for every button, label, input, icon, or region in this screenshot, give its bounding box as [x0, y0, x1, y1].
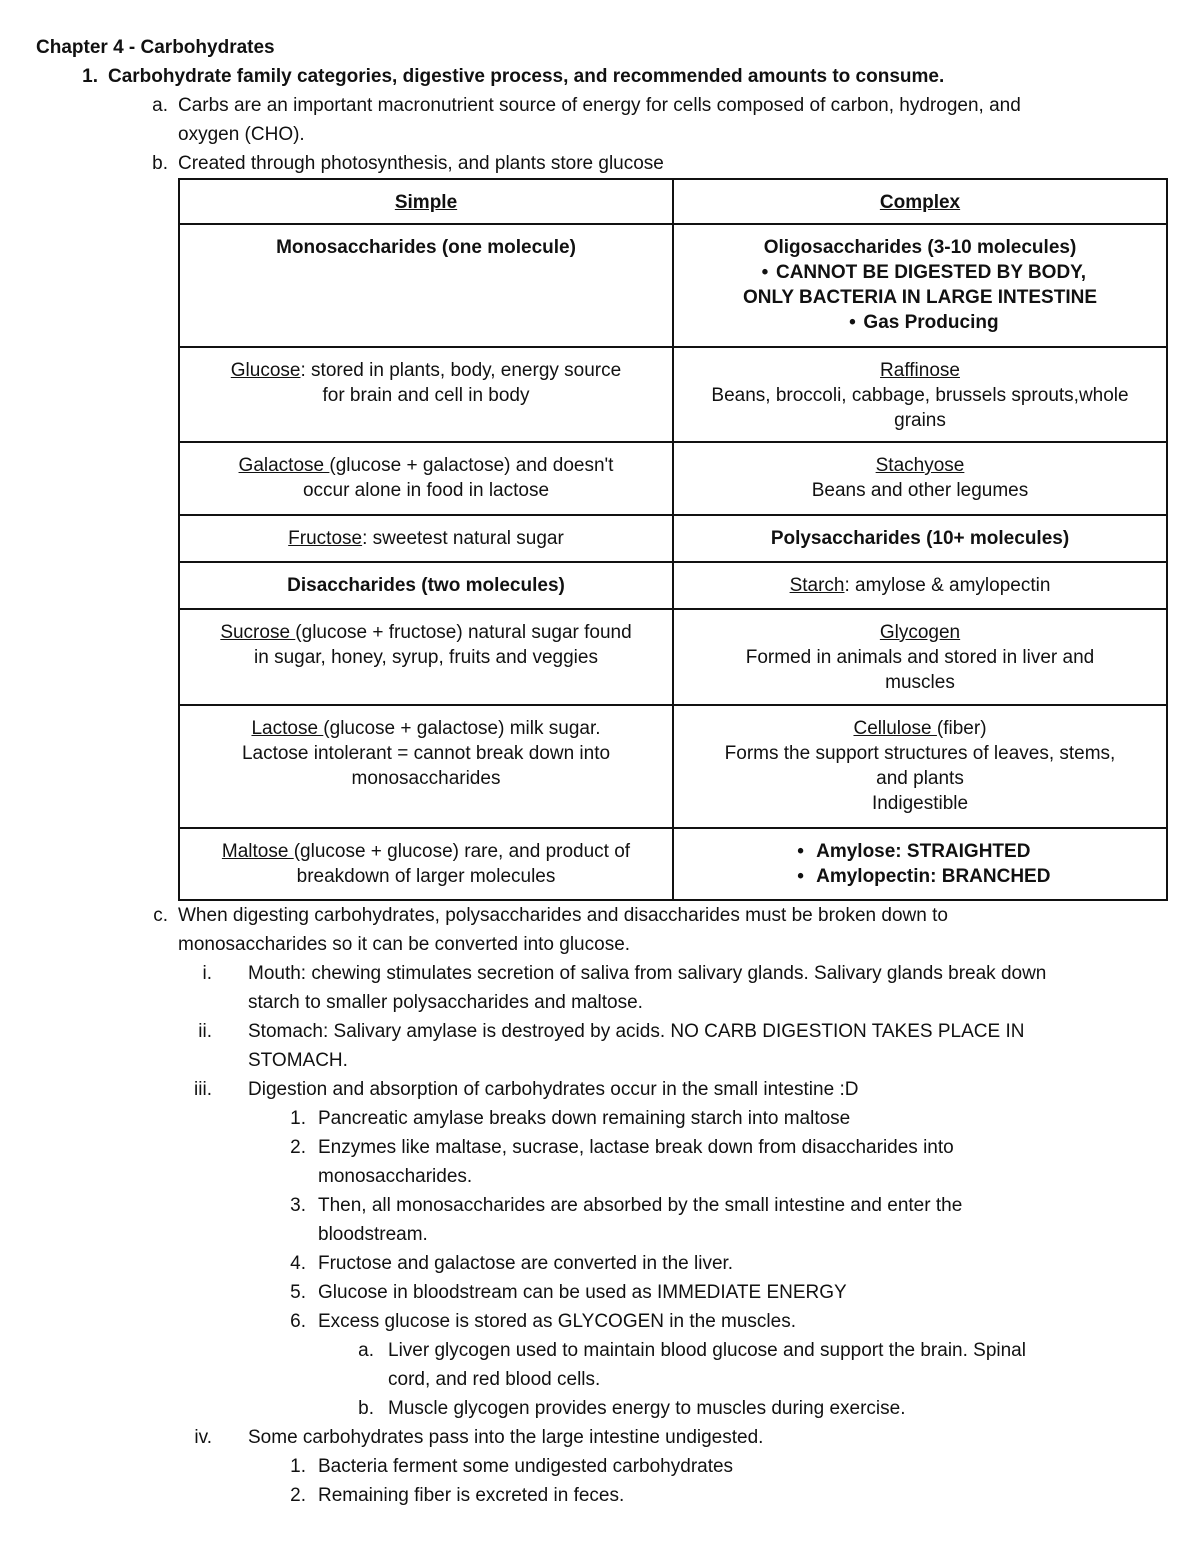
item-a-line1: Carbs are an important macronutrient source of energy for cells composed of carbon, hydrogen, and [178, 95, 1021, 116]
header-simple: Simple [179, 179, 673, 224]
step-6a [36, 1336, 1176, 1394]
list-label: b. [152, 153, 168, 174]
lactose-cell: Lactose (glucose + galactose) milk sugar. Lactose intolerant = cannot break down into monosaccharides [179, 705, 673, 828]
carbohydrate-table [178, 178, 1168, 901]
list-label: a. [152, 95, 168, 116]
table-row [179, 562, 1167, 609]
list-label: 1. [82, 66, 98, 87]
item-line: Mouth: chewing stimulates secretion of saliva from salivary glands. Salivary glands break down [248, 963, 1047, 984]
step-6b [36, 1394, 1176, 1423]
bullet-icon: • [797, 841, 804, 862]
item-b [36, 149, 1176, 178]
glucose-cell: Glucose: stored in plants, body, energy source for brain and cell in body [179, 347, 673, 442]
step-5 [36, 1278, 1176, 1307]
item-line: Liver glycogen used to maintain blood glucose and support the brain. Spinal [388, 1340, 1026, 1361]
list-label: 2. [290, 1485, 306, 1506]
table-row [179, 515, 1167, 562]
item-line: Remaining fiber is excreted in feces. [318, 1485, 625, 1506]
item-c-i [36, 959, 1176, 1017]
cellulose-cell: Cellulose (fiber) Forms the support structures of leaves, stems, and plants Indigestible [673, 705, 1167, 828]
list-label: iii. [194, 1079, 212, 1100]
item-c-ii [36, 1017, 1176, 1075]
item-line: Enzymes like maltase, sucrase, lactase break down from disaccharides into [318, 1137, 954, 1158]
glycogen-cell: Glycogen Formed in animals and stored in liver and muscles [673, 609, 1167, 705]
list-label: 2. [290, 1137, 306, 1158]
list-label: 1. [290, 1108, 306, 1129]
table-row [179, 828, 1167, 900]
item-line: monosaccharides. [318, 1166, 473, 1187]
galactose-cell: Galactose (glucose + galactose) and doesn't occur alone in food in lactose [179, 442, 673, 515]
item-line: starch to smaller polysaccharides and maltose. [248, 992, 643, 1013]
list-label: ii. [198, 1021, 212, 1042]
item-c [36, 901, 1176, 959]
item-line: STOMACH. [248, 1050, 348, 1071]
table-row [179, 442, 1167, 515]
item-line: Glucose in bloodstream can be used as IMMEDIATE ENERGY [318, 1282, 847, 1303]
amylose-cell: • Amylose: STRAIGHTED • Amylopectin: BRANCHED [673, 828, 1167, 900]
chapter-title: Chapter 4 - Carbohydrates [36, 37, 275, 58]
document-page [36, 33, 1176, 1510]
bullet-icon: • [797, 866, 804, 887]
step-1 [36, 1104, 1176, 1133]
item-line: Then, all monosaccharides are absorbed by the small intestine and enter the [318, 1195, 963, 1216]
table-row [179, 609, 1167, 705]
item-line: Bacteria ferment some undigested carbohydrates [318, 1456, 734, 1477]
list-label: iv. [194, 1427, 212, 1448]
step-6 [36, 1307, 1176, 1336]
fructose-cell: Fructose: sweetest natural sugar [179, 515, 673, 562]
item-c-iii [36, 1075, 1176, 1104]
item-c-line2: monosaccharides so it can be converted into glucose. [178, 934, 631, 955]
item-line: Stomach: Salivary amylase is destroyed by acids. NO CARB DIGESTION TAKES PLACE IN [248, 1021, 1025, 1042]
iv-step-1 [36, 1452, 1176, 1481]
item-b-text: Created through photosynthesis, and plants store glucose [178, 153, 664, 174]
item-line: Excess glucose is stored as GLYCOGEN in the muscles. [318, 1311, 796, 1332]
table-row [179, 347, 1167, 442]
item-line: Pancreatic amylase breaks down remaining starch into maltose [318, 1108, 851, 1129]
step-3 [36, 1191, 1176, 1249]
list-label: b. [358, 1398, 374, 1419]
list-label: a. [358, 1340, 374, 1361]
oligo-cell: Oligosaccharides (3-10 molecules) • CANNOT BE DIGESTED BY BODY, ONLY BACTERIA IN LARGE INTESTINE • Gas Producing [673, 224, 1167, 347]
list-label: i. [202, 963, 212, 984]
list-label: 5. [290, 1282, 306, 1303]
section-1 [36, 62, 1176, 91]
list-label: 1. [290, 1456, 306, 1477]
bullet-icon: • [849, 312, 856, 333]
bullet-icon: • [761, 262, 769, 283]
step-2 [36, 1133, 1176, 1191]
list-label: c. [153, 905, 168, 926]
item-line: bloodstream. [318, 1224, 428, 1245]
item-line: Digestion and absorption of carbohydrates occur in the small intestine :D [248, 1079, 859, 1100]
item-line: cord, and red blood cells. [388, 1369, 601, 1390]
sucrose-cell: Sucrose (glucose + fructose) natural sugar found in sugar, honey, syrup, fruits and veggies [179, 609, 673, 705]
list-label: 3. [290, 1195, 306, 1216]
item-line: Some carbohydrates pass into the large intestine undigested. [248, 1427, 764, 1448]
di-heading-cell: Disaccharides (two molecules) [179, 562, 673, 609]
starch-cell: Starch: amylose & amylopectin [673, 562, 1167, 609]
maltose-cell: Maltose (glucose + glucose) rare, and product of breakdown of larger molecules [179, 828, 673, 900]
step-4 [36, 1249, 1176, 1278]
section-1-text: Carbohydrate family categories, digestive process, and recommended amounts to consume. [108, 66, 945, 87]
table-header-row [179, 179, 1167, 224]
item-c-iv [36, 1423, 1176, 1452]
poly-heading-cell: Polysaccharides (10+ molecules) [673, 515, 1167, 562]
mono-heading-cell: Monosaccharides (one molecule) [179, 224, 673, 347]
item-a-line2: oxygen (CHO). [178, 124, 305, 145]
iv-step-2 [36, 1481, 1176, 1510]
table-row [179, 224, 1167, 347]
raffinose-cell: Raffinose Beans, broccoli, cabbage, brussels sprouts,whole grains [673, 347, 1167, 442]
item-a [36, 91, 1176, 149]
item-c-line1: When digesting carbohydrates, polysaccharides and disaccharides must be broken down to [178, 905, 948, 926]
item-line: Fructose and galactose are converted in the liver. [318, 1253, 734, 1274]
stachyose-cell: Stachyose Beans and other legumes [673, 442, 1167, 515]
table-row [179, 705, 1167, 828]
list-label: 4. [290, 1253, 306, 1274]
list-label: 6. [290, 1311, 306, 1332]
item-line: Muscle glycogen provides energy to muscles during exercise. [388, 1398, 906, 1419]
header-complex: Complex [673, 179, 1167, 224]
